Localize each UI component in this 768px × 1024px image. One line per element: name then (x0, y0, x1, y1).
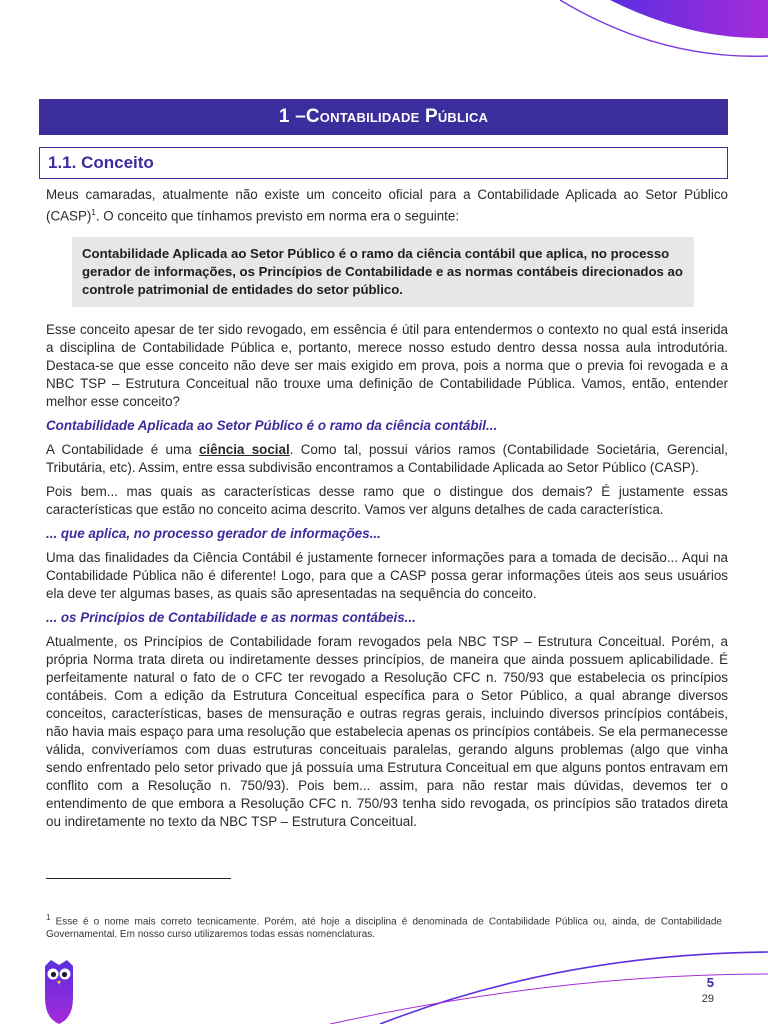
footnote-ref[interactable]: 1 (91, 208, 96, 217)
intro-text: Meus camaradas, atualmente não existe um conceito oficial para a Contabilidade Aplicada ao Setor Público (CASP) (46, 187, 728, 224)
header-decoration (0, 0, 768, 90)
footnote-marker: 1 (46, 913, 51, 922)
section-heading (39, 147, 728, 179)
paragraph-4: Pois bem... mas quais as características desse ramo que o distingue dos demais? É justamente essas características que estão no conceito acima descrito. Vamos ver alguns detalhes de cada característica. (46, 484, 728, 518)
emphasis-ciencia-social: ciência social (198, 442, 290, 458)
page-content (46, 186, 728, 837)
subheading-1: Contabilidade Aplicada ao Setor Público é o ramo da ciência contábil... (46, 418, 498, 434)
paragraph-6: Atualmente, os Princípios de Contabilidade foram revogados pela NBC TSP – Estrutura Conceitual. Porém, a própria Norma trata direta ou indiretamente desses princípios, de maneira que ainda possuem aplicabilidade. É perfeitamente natural o fato de o CFC ter revogado a Resolução CFC n. 750/93 que estabelecia os princípios contábeis. Com a edição da Estrutura Conceitual específica para o Setor Público, a qual abrange diversos conceitos, características, bases de mensuração e outras regras gerais, incluindo diversos princípios contábeis, não havia mais espaço para uma resolução que estabelecia apenas os princípios contábeis. Se ela permanecesse válida, conviveríamos com duas estruturas conceituais paralelas, gerando alguns problemas (algo que vinha sendo enfrentado pelo setor privado que já possuía uma Estrutura Conceitual em que alguns pontos entravam em conflito com a Resolução n. 750/93). Pois bem... assim, para não restar mais dúvidas, devemos ter o entendimento de que embora a Resolução CFC n. 750/93 tenha sido revogada, os princípios são tratados direta ou indiretamente no texto da NBC TSP – Estrutura Conceitual. (46, 634, 728, 830)
intro-text-after: . O conceito que tínhamos previsto em norma era o seguinte: (95, 208, 460, 224)
page-number: 5 (706, 975, 714, 990)
paragraph-3-after: . Como tal, possui vários ramos (Contabilidade Societária, Gerencial, Tributária, etc). Assim, entre essa subdivisão encontramos a Contabilidade Aplicada ao Setor Público (CASP). (46, 442, 729, 476)
footnote-divider (46, 878, 231, 879)
paragraph-3 (46, 441, 728, 477)
footnote (46, 911, 722, 941)
intro-paragraph (46, 186, 728, 225)
subheading-3: ... os Princípios de Contabilidade e as normas contábeis... (46, 610, 416, 626)
chapter-title-bar (39, 99, 728, 135)
definition-quote: Contabilidade Aplicada ao Setor Público é o ramo da ciência contábil que aplica, no processo gerador de informações, os Princípios de Contabilidade e as normas contábeis direcionados ao controle patrimonial de entidades do setor público. (72, 237, 694, 307)
chapter-title: Contabilidade Pública (305, 106, 489, 127)
page-total: 29 (701, 993, 714, 1005)
chapter-number: 1 – (278, 106, 306, 127)
owl-mascot-icon (42, 958, 76, 1024)
section-title: 1.1. Conceito (48, 153, 154, 172)
paragraph-3-before: A Contabilidade é uma (46, 442, 199, 458)
paragraph-5: Uma das finalidades da Ciência Contábil é justamente fornecer informações para a tomada de decisão... Aqui na Contabilidade Pública não é diferente! Logo, para que a CASP possa gerar informações úteis aos seus usuários ela deve ter algumas bases, as quais são apresentadas na sequência do conceito. (46, 550, 728, 602)
footnote-text: Esse é o nome mais correto tecnicamente. Porém, até hoje a disciplina é denominada de Contabilidade Pública ou, ainda, de Contabilidade Governamental. Em nosso curso utilizaremos todas essas nomenclaturas. (46, 916, 722, 941)
subheading-2: ... que aplica, no processo gerador de informações... (46, 526, 381, 542)
paragraph-2: Esse conceito apesar de ter sido revogado, em essência é útil para entendermos o contexto no qual está inserida a disciplina de Contabilidade Pública e, portanto, merece nosso estudo dentro dessa nossa aula introdutória. Destaca-se que esse conceito não deve ser mais exigido em prova, pois a norma que o previa foi revogada e a NBC TSP – Estrutura Conceitual não trouxe uma definição de Contabilidade Pública. Vamos, então, entender melhor esse conceito? (46, 322, 728, 410)
